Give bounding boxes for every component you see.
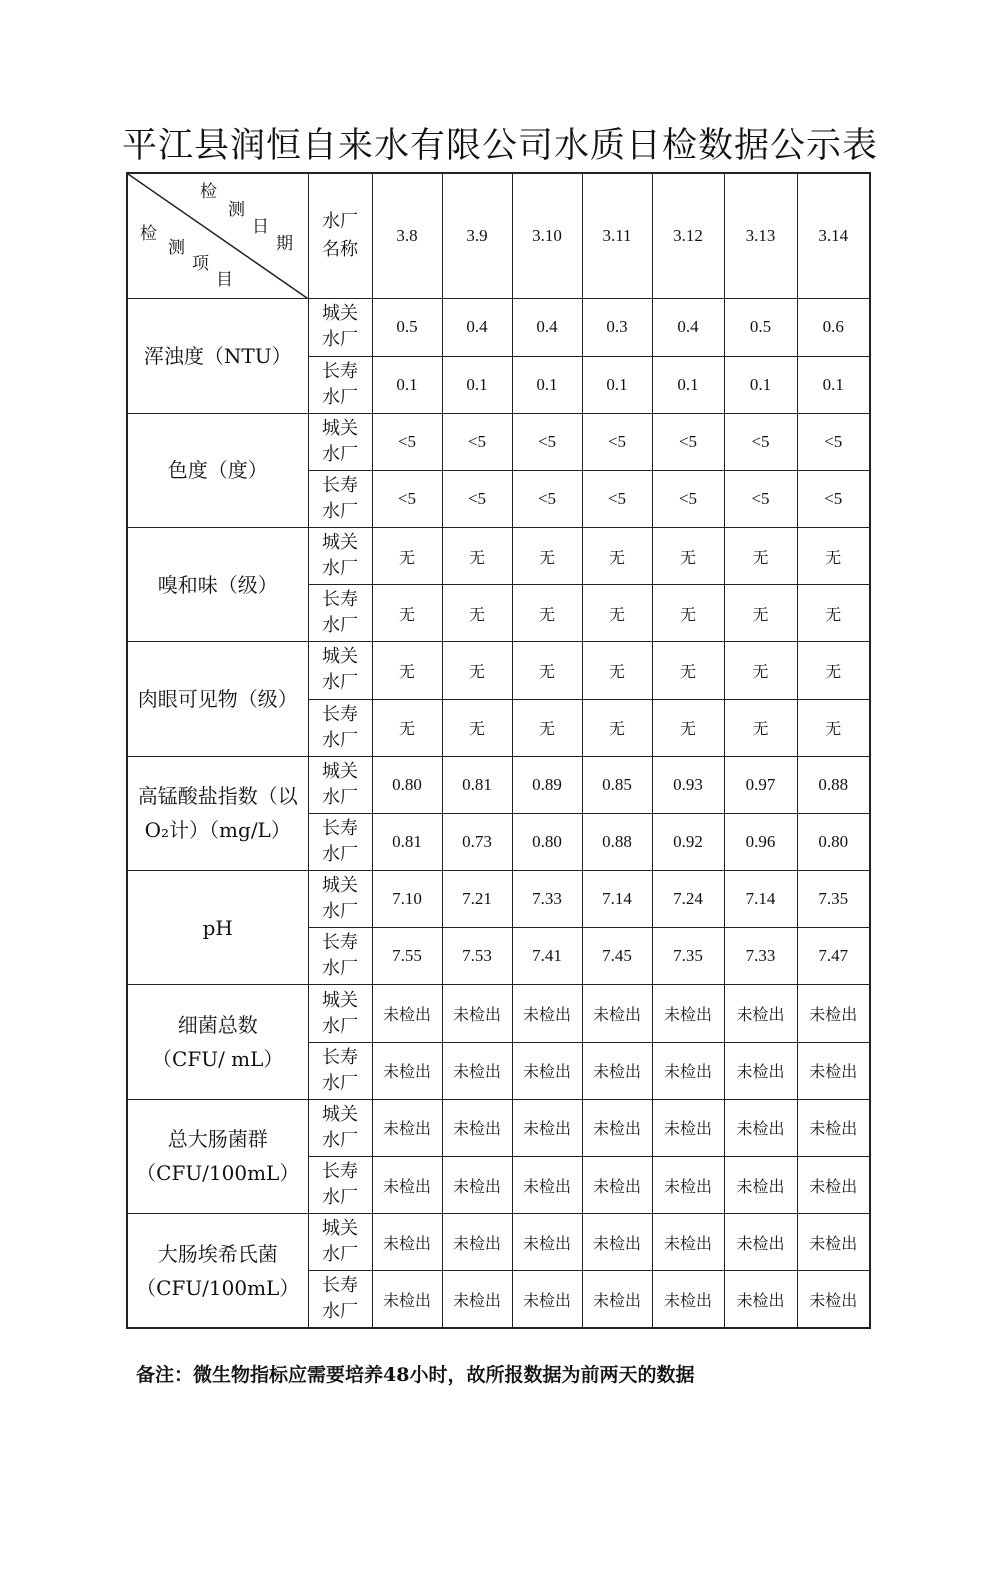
value-cell: 0.4 bbox=[512, 299, 582, 356]
plant-name-line: 城关 bbox=[322, 303, 358, 325]
plant-name-line: 水厂 bbox=[322, 1301, 358, 1323]
value-cell: 未检出 bbox=[797, 1156, 870, 1213]
value-cell: 0.1 bbox=[442, 356, 512, 413]
test-item-cell bbox=[127, 1214, 308, 1328]
value-cell: 0.88 bbox=[797, 756, 870, 813]
plant-name-cell bbox=[308, 1042, 372, 1099]
value-cell: 未检出 bbox=[442, 1042, 512, 1099]
value-cell: 无 bbox=[582, 699, 652, 756]
value-cell: 7.45 bbox=[582, 928, 652, 985]
plant-name-line: 水厂 bbox=[322, 901, 358, 923]
item-label-char: 检 bbox=[140, 224, 157, 244]
plant-name-line: 水厂 bbox=[322, 329, 358, 351]
plant-name-line: 城关 bbox=[322, 417, 358, 439]
value-cell: 0.1 bbox=[582, 356, 652, 413]
value-cell: 0.88 bbox=[582, 813, 652, 870]
table-row bbox=[127, 642, 870, 699]
value-cell: 0.81 bbox=[372, 813, 442, 870]
date-header: 3.14 bbox=[797, 173, 870, 299]
value-cell: 未检出 bbox=[372, 1042, 442, 1099]
value-cell: 7.47 bbox=[797, 928, 870, 985]
value-cell: 未检出 bbox=[724, 1042, 797, 1099]
value-cell: 未检出 bbox=[372, 985, 442, 1042]
value-cell: 无 bbox=[797, 699, 870, 756]
plant-name-line: 长寿 bbox=[322, 1161, 358, 1183]
value-cell: 未检出 bbox=[652, 1271, 724, 1328]
plant-name-line: 城关 bbox=[322, 1218, 358, 1240]
value-cell: 无 bbox=[512, 585, 582, 642]
value-cell: 无 bbox=[442, 528, 512, 585]
value-cell: 0.85 bbox=[582, 756, 652, 813]
page-title: 平江县润恒自来水有限公司水质日检数据公示表 bbox=[121, 126, 878, 166]
value-cell: 无 bbox=[797, 528, 870, 585]
water-quality-table bbox=[126, 172, 871, 1329]
test-item-label: pH bbox=[202, 915, 233, 940]
plant-name-header-line: 水厂 bbox=[322, 211, 358, 233]
diagonal-header-cell bbox=[127, 173, 308, 299]
value-cell: 7.14 bbox=[724, 871, 797, 928]
plant-name-line: 长寿 bbox=[322, 1275, 358, 1297]
value-cell: 未检出 bbox=[512, 1214, 582, 1271]
table-row bbox=[127, 871, 870, 928]
value-cell: 0.1 bbox=[372, 356, 442, 413]
value-cell: <5 bbox=[582, 470, 652, 527]
value-cell: 未检出 bbox=[582, 1214, 652, 1271]
plant-name-line: 水厂 bbox=[322, 1129, 358, 1151]
value-cell: <5 bbox=[652, 413, 724, 470]
plant-name-header-line: 名称 bbox=[322, 239, 358, 261]
value-cell: 无 bbox=[797, 642, 870, 699]
value-cell: 0.1 bbox=[724, 356, 797, 413]
value-cell: 未检出 bbox=[652, 1214, 724, 1271]
value-cell: 无 bbox=[582, 642, 652, 699]
test-item-cell bbox=[127, 756, 308, 870]
value-cell: 未检出 bbox=[652, 1099, 724, 1156]
value-cell: 未检出 bbox=[512, 1271, 582, 1328]
value-cell: 0.81 bbox=[442, 756, 512, 813]
date-label-char: 检 bbox=[200, 182, 217, 202]
plant-name-line: 长寿 bbox=[322, 818, 358, 839]
value-cell: <5 bbox=[724, 470, 797, 527]
value-cell: <5 bbox=[372, 470, 442, 527]
value-cell: 未检出 bbox=[372, 1156, 442, 1213]
item-label-char: 项 bbox=[192, 254, 209, 274]
value-cell: 无 bbox=[512, 528, 582, 585]
plant-name-cell bbox=[308, 413, 372, 470]
plant-name-line: 水厂 bbox=[322, 500, 358, 522]
date-label-char: 测 bbox=[228, 200, 245, 220]
value-cell: 无 bbox=[372, 528, 442, 585]
plant-name-cell bbox=[308, 871, 372, 928]
test-item-label: （CFU/100mL） bbox=[136, 1161, 300, 1186]
value-cell: 未检出 bbox=[724, 1099, 797, 1156]
value-cell: 未检出 bbox=[442, 1099, 512, 1156]
table-row bbox=[127, 299, 870, 356]
value-cell: 7.53 bbox=[442, 928, 512, 985]
value-cell: 未检出 bbox=[724, 1271, 797, 1328]
value-cell: 0.93 bbox=[652, 756, 724, 813]
value-cell: 无 bbox=[372, 585, 442, 642]
plant-name-line: 水厂 bbox=[322, 386, 358, 408]
plant-name-cell bbox=[308, 813, 372, 870]
table-row bbox=[127, 1099, 870, 1156]
date-label-char: 期 bbox=[276, 234, 293, 254]
value-cell: 无 bbox=[582, 528, 652, 585]
value-cell: 未检出 bbox=[797, 1099, 870, 1156]
value-cell: 无 bbox=[442, 699, 512, 756]
value-cell: 7.55 bbox=[372, 928, 442, 985]
value-cell: 无 bbox=[512, 699, 582, 756]
value-cell: <5 bbox=[442, 470, 512, 527]
test-item-cell bbox=[127, 299, 308, 413]
value-cell: 无 bbox=[652, 699, 724, 756]
value-cell: 未检出 bbox=[652, 1042, 724, 1099]
plant-name-line: 长寿 bbox=[322, 932, 358, 954]
value-cell: <5 bbox=[582, 413, 652, 470]
value-cell: 无 bbox=[652, 528, 724, 585]
value-cell: 未检出 bbox=[652, 985, 724, 1042]
value-cell: 0.96 bbox=[724, 813, 797, 870]
value-cell: 未检出 bbox=[372, 1271, 442, 1328]
plant-name-line: 水厂 bbox=[322, 1187, 358, 1209]
plant-name-cell bbox=[308, 299, 372, 356]
value-cell: 未检出 bbox=[724, 1214, 797, 1271]
value-cell: 0.1 bbox=[512, 356, 582, 413]
value-cell: 0.73 bbox=[442, 813, 512, 870]
value-cell: 0.80 bbox=[372, 756, 442, 813]
value-cell: 无 bbox=[724, 699, 797, 756]
item-label-char: 测 bbox=[168, 238, 185, 258]
value-cell: <5 bbox=[797, 470, 870, 527]
test-item-label: （CFU/ mL） bbox=[152, 1047, 284, 1072]
value-cell: 7.14 bbox=[582, 871, 652, 928]
plant-name-cell bbox=[308, 1099, 372, 1156]
plant-name-cell bbox=[308, 1271, 372, 1328]
table-row bbox=[127, 413, 870, 470]
value-cell: 未检出 bbox=[582, 1042, 652, 1099]
plant-name-line: 城关 bbox=[322, 532, 358, 554]
date-header: 3.8 bbox=[372, 173, 442, 299]
value-cell: 0.1 bbox=[652, 356, 724, 413]
value-cell: 未检出 bbox=[442, 1156, 512, 1213]
plant-name-line: 城关 bbox=[322, 989, 358, 1011]
plant-name-line: 城关 bbox=[322, 646, 358, 668]
plant-name-line: 城关 bbox=[322, 875, 358, 897]
value-cell: 未检出 bbox=[442, 1214, 512, 1271]
date-header: 3.9 bbox=[442, 173, 512, 299]
test-item-label: 细菌总数 bbox=[177, 1013, 258, 1038]
table-row bbox=[127, 528, 870, 585]
value-cell: 未检出 bbox=[582, 1099, 652, 1156]
value-cell: 无 bbox=[512, 642, 582, 699]
plant-name-line: 水厂 bbox=[322, 615, 358, 637]
plant-name-line: 长寿 bbox=[322, 474, 358, 496]
value-cell: 无 bbox=[582, 585, 652, 642]
value-cell: <5 bbox=[652, 470, 724, 527]
plant-name-header bbox=[308, 173, 372, 299]
value-cell: 无 bbox=[442, 585, 512, 642]
test-item-cell bbox=[127, 871, 308, 985]
test-item-cell bbox=[127, 413, 308, 527]
test-item-label: 总大肠菌群 bbox=[167, 1127, 268, 1152]
plant-name-cell bbox=[308, 1214, 372, 1271]
test-item-cell bbox=[127, 528, 308, 642]
value-cell: 0.4 bbox=[652, 299, 724, 356]
plant-name-cell bbox=[308, 585, 372, 642]
test-item-label: （CFU/100mL） bbox=[136, 1275, 300, 1300]
plant-name-line: 水厂 bbox=[322, 1072, 358, 1094]
plant-name-line: 长寿 bbox=[322, 703, 358, 725]
value-cell: <5 bbox=[797, 413, 870, 470]
plant-name-cell bbox=[308, 756, 372, 813]
value-cell: 0.5 bbox=[724, 299, 797, 356]
value-cell: 未检出 bbox=[797, 1042, 870, 1099]
plant-name-line: 水厂 bbox=[322, 558, 358, 580]
value-cell: <5 bbox=[512, 470, 582, 527]
value-cell: 未检出 bbox=[442, 1271, 512, 1328]
value-cell: 未检出 bbox=[797, 1271, 870, 1328]
test-item-label: 大肠埃希氏菌 bbox=[157, 1241, 278, 1266]
value-cell: <5 bbox=[512, 413, 582, 470]
header-row bbox=[127, 173, 870, 299]
test-item-label: 色度（度） bbox=[167, 458, 268, 483]
plant-name-line: 长寿 bbox=[322, 589, 358, 611]
value-cell: 未检出 bbox=[582, 1156, 652, 1213]
test-item-label: O₂计）（mg/L） bbox=[144, 818, 291, 843]
plant-name-line: 水厂 bbox=[322, 672, 358, 694]
plant-name-cell bbox=[308, 528, 372, 585]
value-cell: 7.35 bbox=[652, 928, 724, 985]
value-cell: 未检出 bbox=[512, 1099, 582, 1156]
value-cell: 无 bbox=[724, 642, 797, 699]
date-label-char: 日 bbox=[252, 217, 269, 237]
test-item-cell bbox=[127, 985, 308, 1099]
value-cell: 未检出 bbox=[724, 985, 797, 1042]
value-cell: 未检出 bbox=[512, 985, 582, 1042]
value-cell: 未检出 bbox=[582, 1271, 652, 1328]
value-cell: 无 bbox=[797, 585, 870, 642]
value-cell: 0.80 bbox=[797, 813, 870, 870]
value-cell: 7.10 bbox=[372, 871, 442, 928]
value-cell: 无 bbox=[652, 642, 724, 699]
plant-name-cell bbox=[308, 642, 372, 699]
value-cell: 未检出 bbox=[797, 985, 870, 1042]
value-cell: 7.24 bbox=[652, 871, 724, 928]
test-item-label: 肉眼可见物（级） bbox=[137, 687, 298, 712]
plant-name-cell bbox=[308, 470, 372, 527]
plant-name-line: 长寿 bbox=[322, 1046, 358, 1068]
table-row bbox=[127, 756, 870, 813]
plant-name-cell bbox=[308, 356, 372, 413]
value-cell: 未检出 bbox=[512, 1042, 582, 1099]
value-cell: 无 bbox=[372, 642, 442, 699]
value-cell: 无 bbox=[442, 642, 512, 699]
item-label-char: 目 bbox=[216, 270, 233, 290]
value-cell: 0.92 bbox=[652, 813, 724, 870]
date-header: 3.10 bbox=[512, 173, 582, 299]
plant-name-cell bbox=[308, 928, 372, 985]
value-cell: <5 bbox=[724, 413, 797, 470]
plant-name-cell bbox=[308, 985, 372, 1042]
plant-name-line: 水厂 bbox=[322, 1244, 358, 1266]
value-cell: 无 bbox=[372, 699, 442, 756]
value-cell: 未检出 bbox=[442, 985, 512, 1042]
value-cell: <5 bbox=[372, 413, 442, 470]
value-cell: 无 bbox=[724, 585, 797, 642]
value-cell: 无 bbox=[724, 528, 797, 585]
value-cell: 7.21 bbox=[442, 871, 512, 928]
plant-name-line: 水厂 bbox=[322, 786, 358, 808]
plant-name-line: 水厂 bbox=[322, 844, 358, 865]
value-cell: 7.33 bbox=[724, 928, 797, 985]
date-header: 3.11 bbox=[582, 173, 652, 299]
test-item-label: 高锰酸盐指数（以 bbox=[137, 784, 298, 809]
value-cell: 未检出 bbox=[724, 1156, 797, 1213]
value-cell: 0.1 bbox=[797, 356, 870, 413]
value-cell: 7.41 bbox=[512, 928, 582, 985]
value-cell: 0.6 bbox=[797, 299, 870, 356]
plant-name-line: 水厂 bbox=[322, 729, 358, 751]
plant-name-cell bbox=[308, 1156, 372, 1213]
value-cell: 无 bbox=[652, 585, 724, 642]
value-cell: 0.89 bbox=[512, 756, 582, 813]
value-cell: 未检出 bbox=[582, 985, 652, 1042]
test-item-label: 嗅和味（级） bbox=[157, 572, 278, 597]
value-cell: 0.80 bbox=[512, 813, 582, 870]
plant-name-cell bbox=[308, 699, 372, 756]
table-row bbox=[127, 1214, 870, 1271]
plant-name-line: 水厂 bbox=[322, 958, 358, 980]
plant-name-line: 城关 bbox=[322, 760, 358, 782]
value-cell: 未检出 bbox=[512, 1156, 582, 1213]
value-cell: 0.97 bbox=[724, 756, 797, 813]
date-header: 3.12 bbox=[652, 173, 724, 299]
value-cell: 0.5 bbox=[372, 299, 442, 356]
value-cell: 未检出 bbox=[652, 1156, 724, 1213]
test-item-cell bbox=[127, 1099, 308, 1213]
value-cell: 未检出 bbox=[797, 1214, 870, 1271]
value-cell: 未检出 bbox=[372, 1214, 442, 1271]
value-cell: <5 bbox=[442, 413, 512, 470]
test-item-label: 浑浊度（NTU） bbox=[143, 344, 292, 369]
date-header: 3.13 bbox=[724, 173, 797, 299]
plant-name-line: 城关 bbox=[322, 1103, 358, 1125]
plant-name-line: 水厂 bbox=[322, 443, 358, 465]
value-cell: 7.33 bbox=[512, 871, 582, 928]
value-cell: 未检出 bbox=[372, 1099, 442, 1156]
table-row bbox=[127, 985, 870, 1042]
value-cell: 0.3 bbox=[582, 299, 652, 356]
plant-name-line: 水厂 bbox=[322, 1015, 358, 1037]
test-item-cell bbox=[127, 642, 308, 756]
footnote: 备注：微生物指标应需要培养48小时，故所报数据为前两天的数据 bbox=[136, 1364, 695, 1386]
plant-name-line: 长寿 bbox=[322, 360, 358, 382]
value-cell: 7.35 bbox=[797, 871, 870, 928]
value-cell: 0.4 bbox=[442, 299, 512, 356]
